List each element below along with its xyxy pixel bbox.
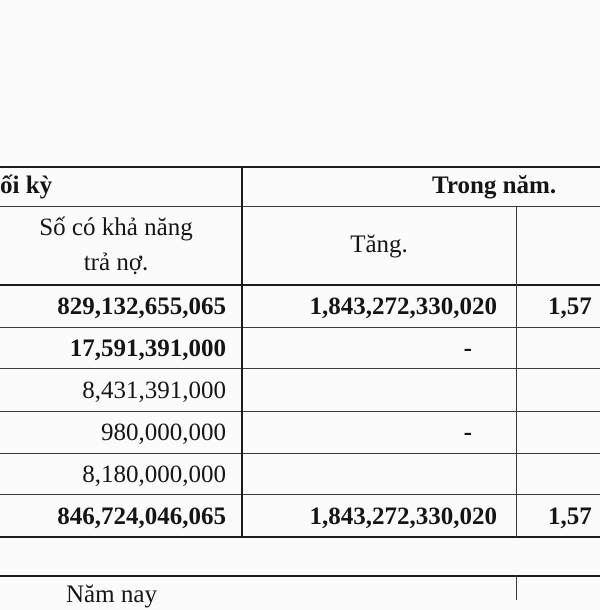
cell-row4-col-a: 980,000,000	[101, 419, 226, 446]
row-divider	[0, 411, 600, 412]
table-top-border	[0, 166, 600, 168]
cell-row6-col-a: 846,724,046,065	[57, 503, 226, 530]
cell-row6-col-b: 1,843,272,330,020	[309, 503, 497, 530]
column-header-b: Tăng.	[350, 231, 408, 258]
group-header-divider	[0, 206, 600, 207]
header-bottom-border	[0, 284, 600, 286]
row-divider	[0, 494, 600, 495]
cell-row1-col-a: 829,132,655,065	[57, 293, 226, 320]
cell-row1-col-c: 1,57	[548, 293, 592, 320]
cell-row2-col-b: -	[463, 335, 472, 362]
column-header-a-line1: Số có khả năng	[39, 214, 193, 241]
next-table-top-border	[0, 575, 600, 577]
cell-row3-col-a: 8,431,391,000	[82, 377, 226, 404]
cell-row2-col-a: 17,591,391,000	[69, 335, 226, 362]
next-table-header: Năm nay	[66, 581, 157, 608]
row-divider	[0, 368, 600, 369]
table-bottom-border	[0, 536, 600, 538]
row-divider	[0, 453, 600, 454]
column-divider	[516, 206, 517, 537]
next-table-column-divider	[516, 575, 517, 600]
group-header-right: Trong năm.	[432, 172, 557, 199]
cell-row4-col-b: -	[463, 419, 472, 446]
group-header-left: ối kỳ	[0, 172, 53, 199]
row-divider	[0, 327, 600, 328]
cell-row1-col-b: 1,843,272,330,020	[309, 293, 497, 320]
cell-row6-col-c: 1,57	[548, 503, 592, 530]
column-header-a-line2: trả nợ.	[83, 249, 149, 276]
cell-row5-col-a: 8,180,000,000	[82, 461, 226, 488]
